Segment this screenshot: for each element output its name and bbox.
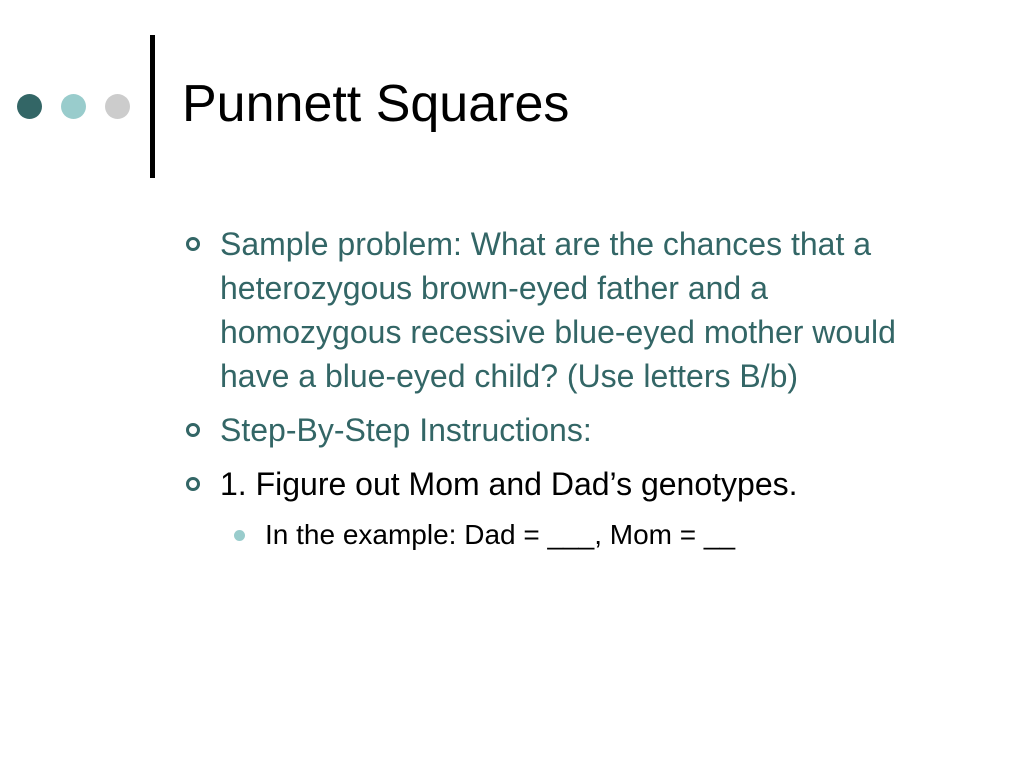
title-divider	[150, 35, 155, 178]
ring-bullet-icon	[186, 237, 200, 251]
bullet-item	[186, 222, 956, 398]
dark-teal-dot-icon	[17, 94, 42, 119]
bullet-text: 1. Figure out Mom and Dad’s genotypes.	[220, 466, 798, 502]
dot-bullet-icon	[234, 530, 245, 541]
ring-bullet-icon	[186, 477, 200, 491]
bullet-item	[186, 462, 956, 506]
sub-bullet-text: In the example: Dad = ___, Mom = __	[265, 519, 736, 550]
gray-dot-icon	[105, 94, 130, 119]
bullet-item	[186, 408, 956, 452]
bullet-text: Step-By-Step Instructions:	[220, 412, 592, 448]
ring-bullet-icon	[186, 423, 200, 437]
slide-content	[186, 222, 956, 564]
sub-bullet-item	[231, 516, 956, 554]
bullet-text: Sample problem: What are the chances that a heterozygous brown-eyed father and a homozygous recessive blue-eyed mother would have a blue-eyed child? (Use letters B/b)	[220, 226, 896, 394]
slide-title: Punnett Squares	[182, 75, 570, 133]
light-teal-dot-icon	[61, 94, 86, 119]
